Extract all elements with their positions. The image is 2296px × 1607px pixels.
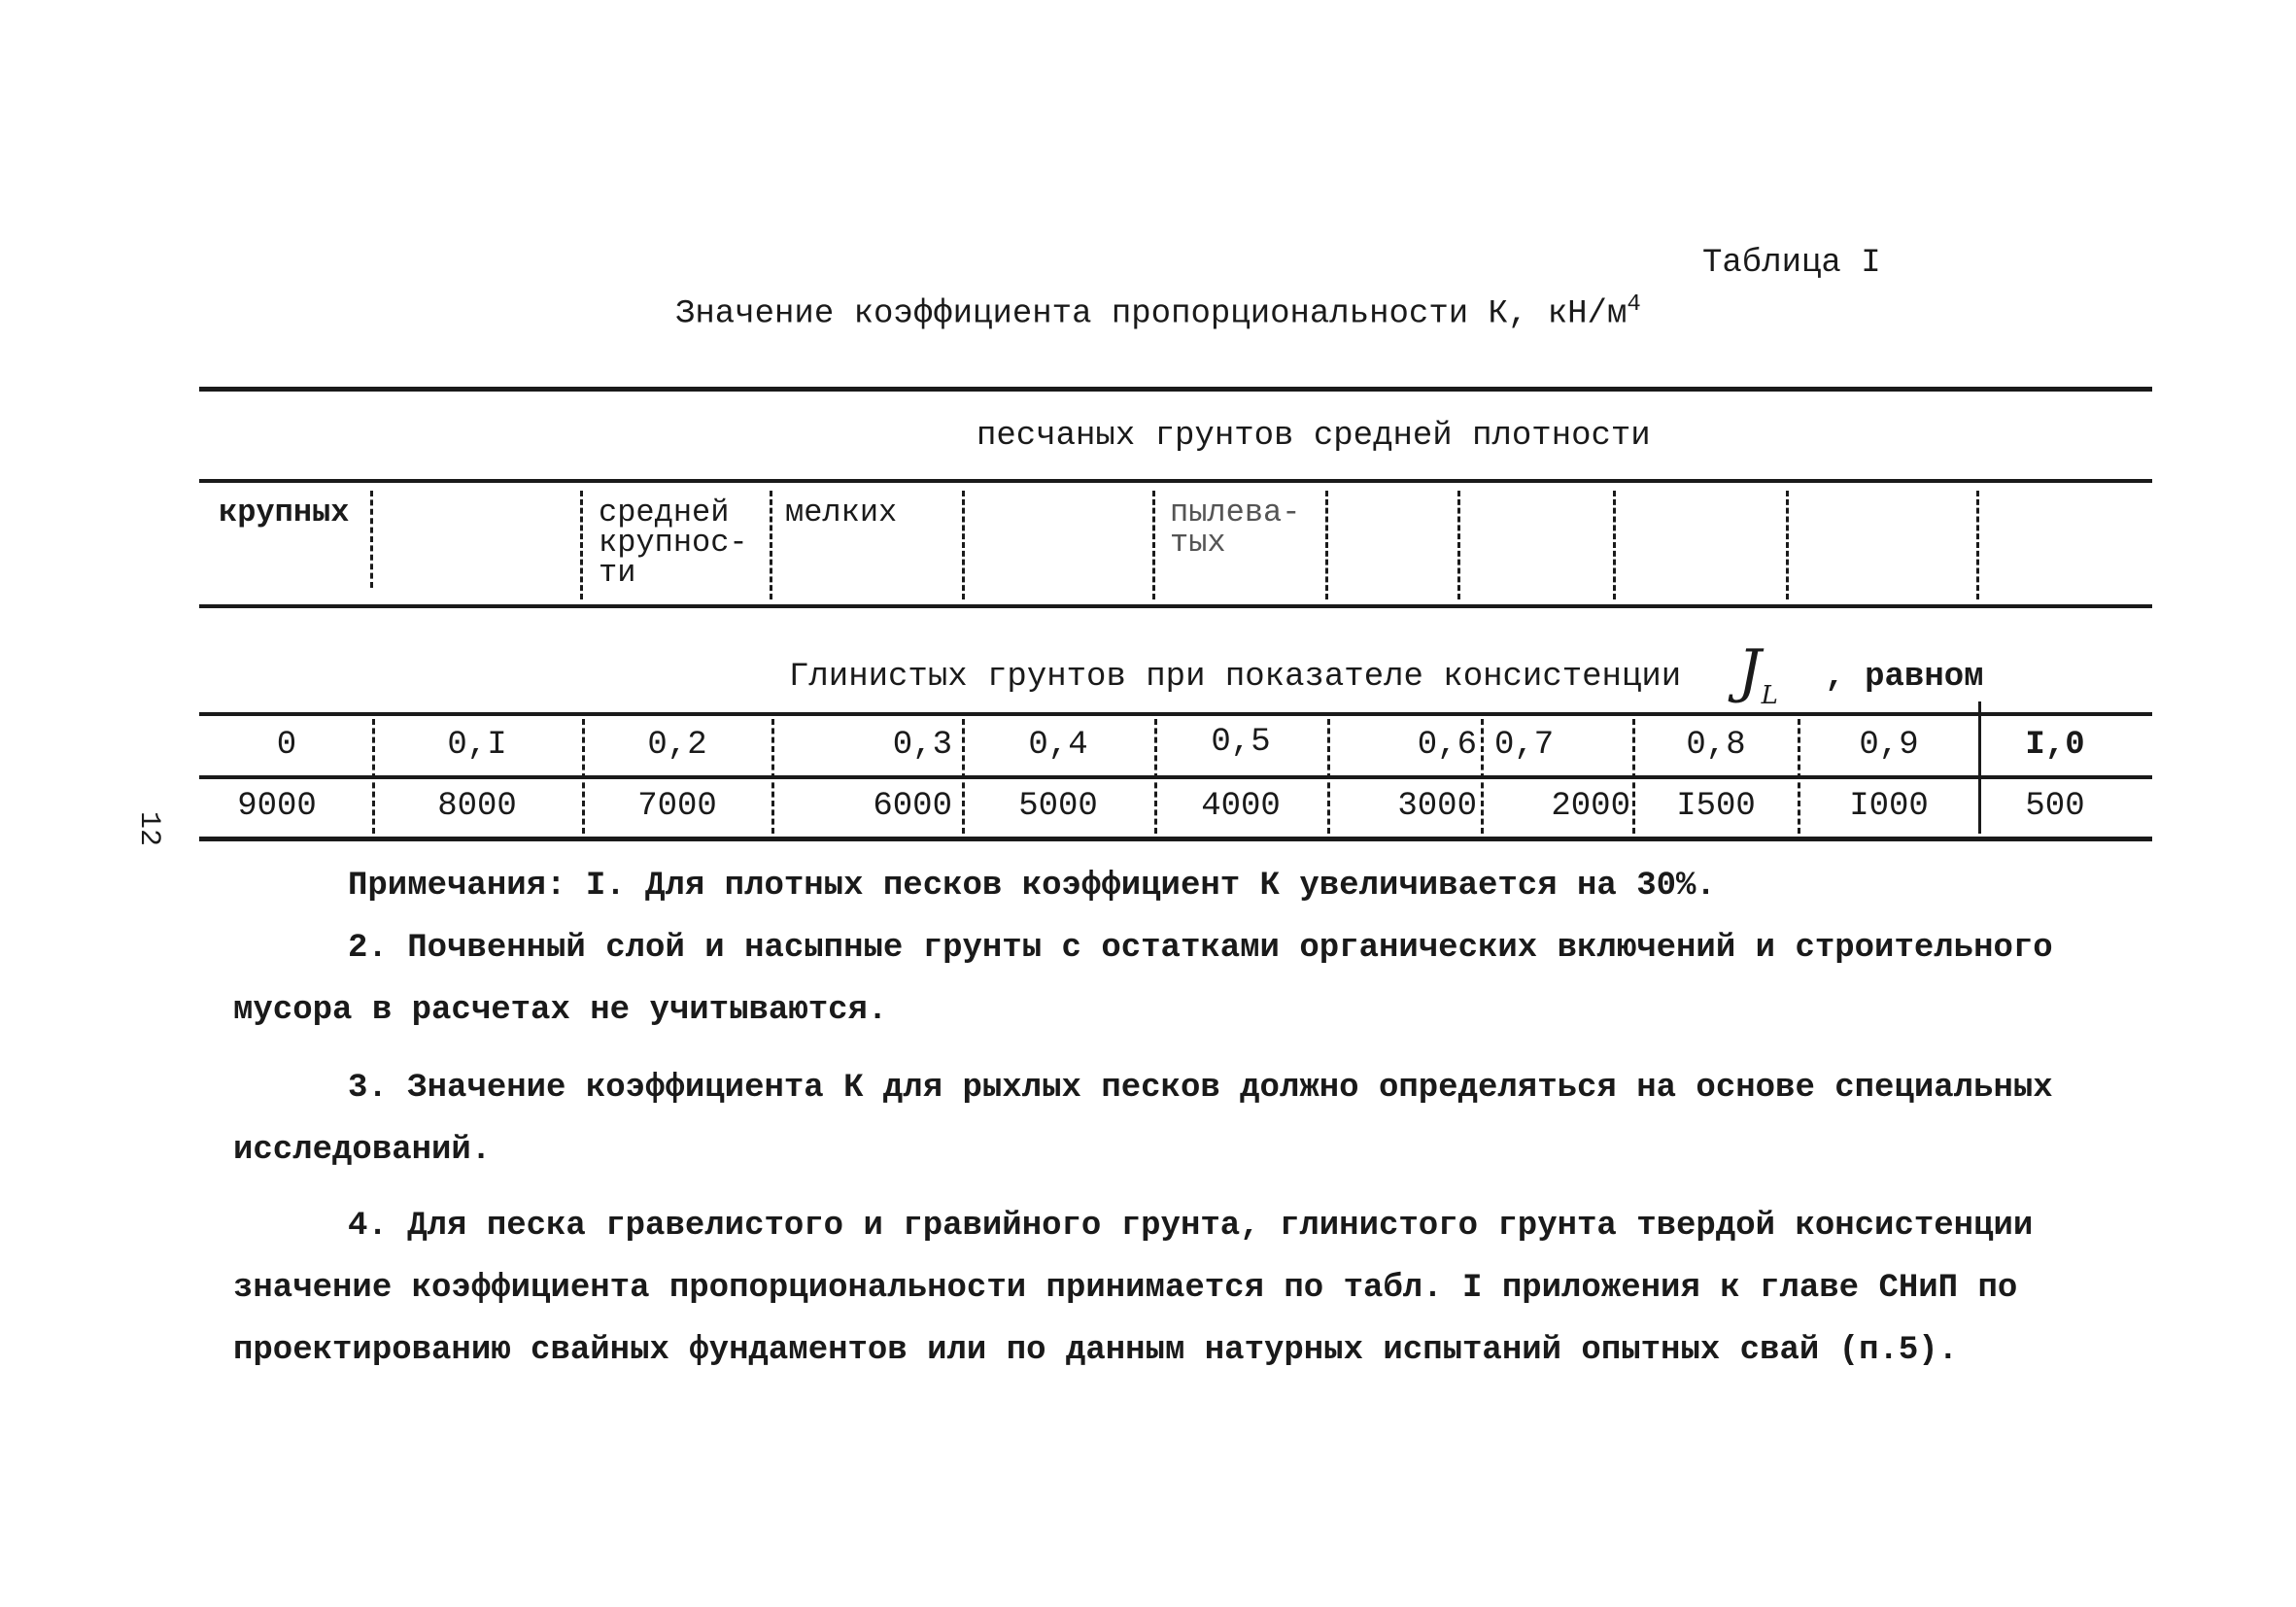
divider bbox=[580, 491, 583, 599]
divider bbox=[1978, 701, 1981, 834]
k-value: I500 bbox=[1676, 788, 1756, 825]
il-value: 0,4 bbox=[1028, 727, 1088, 764]
il-value: 0,9 bbox=[1859, 727, 1919, 764]
divider bbox=[1786, 491, 1789, 599]
divider bbox=[1457, 491, 1460, 599]
rule-under-il-row bbox=[199, 775, 2152, 779]
sand-type-fine: мелких bbox=[785, 495, 898, 530]
il-value: I,0 bbox=[2025, 727, 2085, 764]
table-top-rule bbox=[199, 387, 2152, 392]
k-value: 9000 bbox=[237, 788, 317, 825]
il-value: 0,3 bbox=[892, 727, 952, 764]
sandy-soils-header: песчаных грунтов средней плотности bbox=[977, 418, 1651, 455]
rule-under-sandy-header bbox=[199, 479, 2152, 483]
k-value: 500 bbox=[2025, 788, 2085, 825]
divider bbox=[1613, 491, 1616, 599]
sand-type-silty: пылева-тых bbox=[1170, 495, 1301, 561]
il-value: 0,5 bbox=[1211, 724, 1271, 761]
note-1: Примечания: I. Для плотных песков коэффициент К увеличивается на 30%. bbox=[348, 868, 1716, 905]
k-value: I000 bbox=[1849, 788, 1929, 825]
clay-soils-header bbox=[789, 632, 1984, 710]
consistency-symbol bbox=[1737, 637, 1778, 710]
il-value: 0,6 bbox=[1417, 727, 1477, 764]
k-value: 8000 bbox=[437, 788, 517, 825]
k-value: 3000 bbox=[1397, 788, 1477, 825]
page-number: 12 bbox=[132, 811, 165, 847]
divider bbox=[1976, 491, 1979, 599]
divider bbox=[1481, 719, 1484, 834]
divider bbox=[370, 491, 373, 588]
sand-type-coarse: крупных bbox=[219, 495, 350, 530]
divider bbox=[1327, 719, 1330, 834]
k-value: 5000 bbox=[1018, 788, 1098, 825]
rule-under-clay-header bbox=[199, 712, 2152, 716]
k-value: 6000 bbox=[873, 788, 952, 825]
il-value: 0 bbox=[276, 727, 297, 764]
note-2: 2. Почвенный слой и насыпные грунты с остатками органических включений и строительного мусора в расчетах не учитываются. bbox=[233, 930, 2053, 1029]
table-label: Таблица I bbox=[1702, 245, 1881, 282]
table-bottom-rule bbox=[199, 837, 2152, 841]
il-value: 0,2 bbox=[647, 727, 707, 764]
il-value: 0,8 bbox=[1686, 727, 1746, 764]
rule-under-sand-types bbox=[199, 604, 2152, 608]
clay-header-tail: , равном bbox=[1825, 659, 1984, 696]
note-4: 4. Для песка гравелистого и гравийного грунта, глинистого грунта твердой консистенции значение коэффициента пропорциональности принимается по табл. I приложения к главе СНиП по проектированию свайных фундаментов или по данным натурных испытаний опытных свай (п.5). bbox=[233, 1208, 2034, 1369]
k-value: 7000 bbox=[637, 788, 717, 825]
title-superscript: 4 bbox=[1627, 291, 1641, 318]
divider bbox=[771, 719, 774, 834]
sand-type-medium: средней крупнос-ти bbox=[599, 495, 748, 591]
divider bbox=[962, 719, 965, 834]
divider bbox=[962, 491, 965, 599]
il-value: 0,7 bbox=[1494, 727, 1555, 764]
divider bbox=[1154, 719, 1157, 834]
consistency-symbol-subscript: L bbox=[1761, 681, 1778, 710]
divider bbox=[1152, 491, 1155, 599]
note-3: 3. Значение коэффициента К для рыхлых песков должно определяться на основе специальных исследований. bbox=[233, 1070, 2053, 1169]
divider bbox=[1325, 491, 1328, 599]
divider bbox=[770, 491, 772, 599]
divider bbox=[1798, 719, 1800, 834]
title-text: Значение коэффициента пропорциональности К, кН/м bbox=[675, 295, 1628, 333]
il-value: 0,I bbox=[447, 727, 507, 764]
k-value: 4000 bbox=[1201, 788, 1281, 825]
k-value: 2000 bbox=[1551, 788, 1630, 825]
consistency-symbol-letter: J bbox=[1737, 637, 1762, 705]
clay-header-text: Глинистых грунтов при показателе консистенции bbox=[789, 659, 1682, 696]
table-title bbox=[675, 291, 1641, 332]
